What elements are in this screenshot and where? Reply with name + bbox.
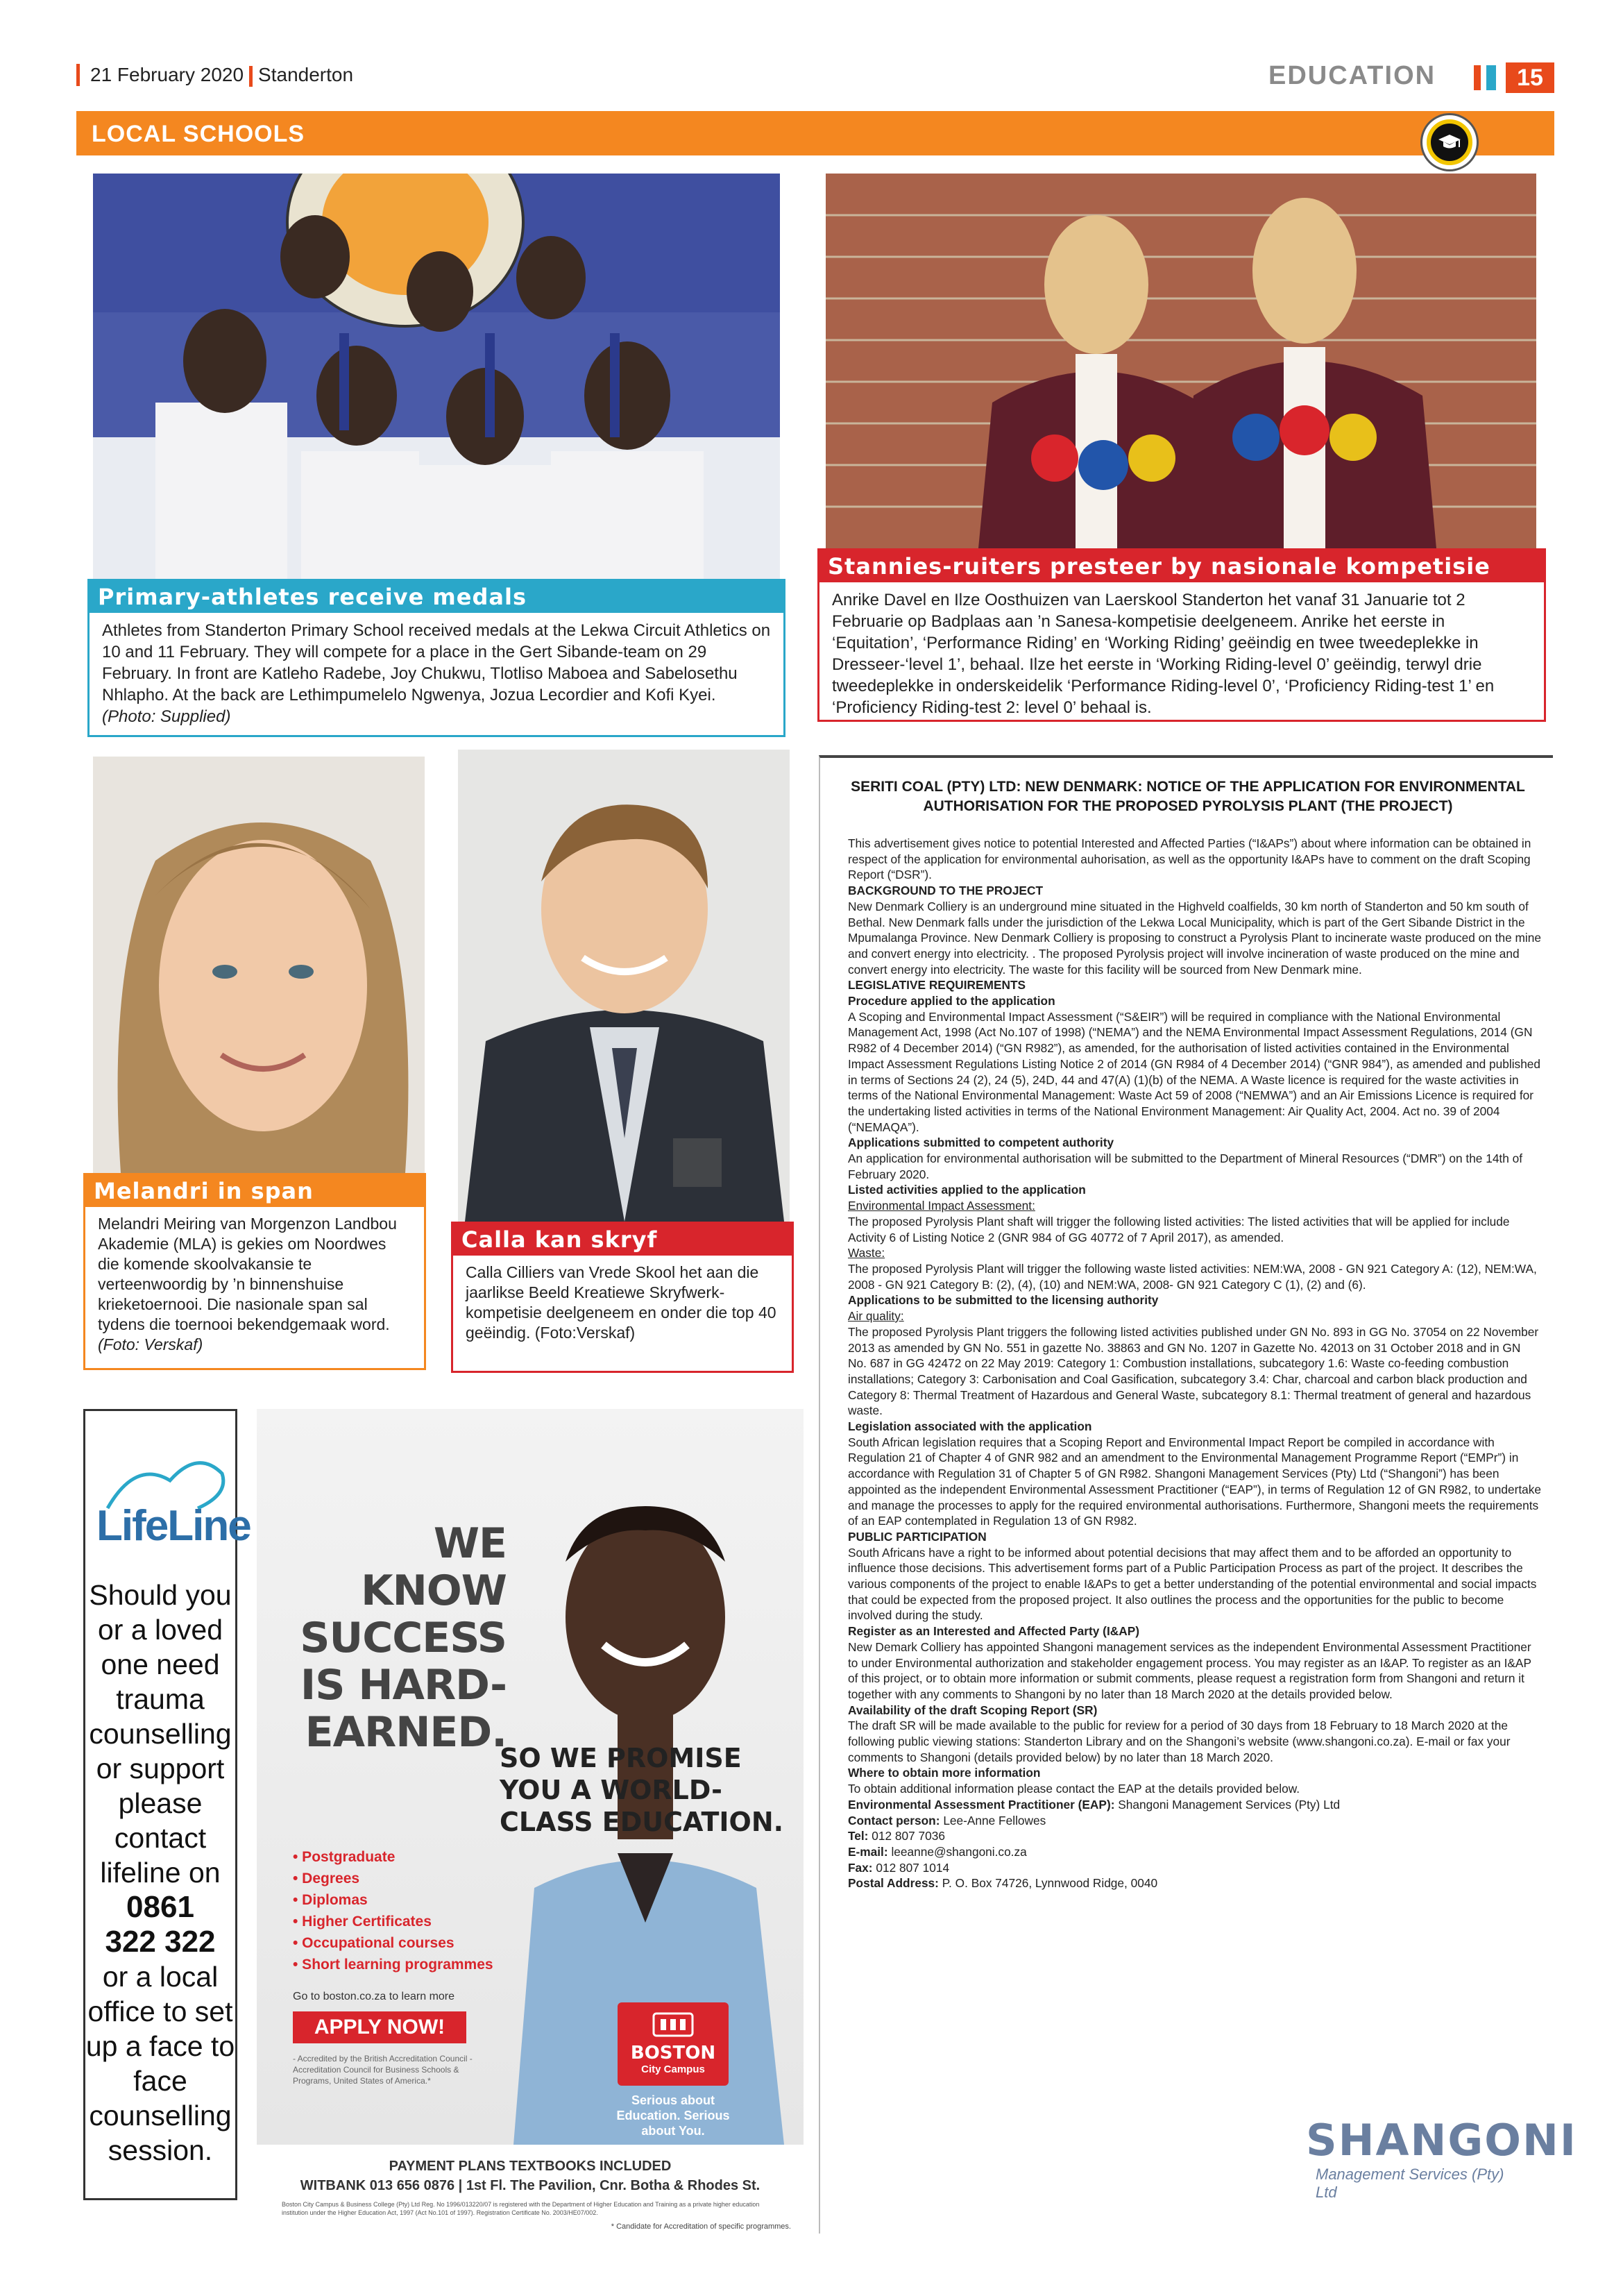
notice-heading: Register as an Interested and Affected Party (I&AP) [848,1624,1139,1639]
story-text [85,1207,424,1362]
course-item: • Diplomas [293,1892,368,1908]
calla-photo [458,750,790,1222]
contact-value: Lee-Anne Fellowes [943,1813,1046,1827]
postal-line [848,1875,1542,1891]
eap-value: Shangoni Management Services (Pty) Ltd [1118,1797,1341,1812]
notice-paragraph: The proposed Pyrolysis Plant triggers the following listed activities published under GN No. 893 in GG No. 37054 on 22 November 2013 as amended by GN No. 551 in gazette No. 38863 and GN No. 1207 in Gazette No. 42013 on 31 October 2018 and in GN No. 687 in GG 42472 on 22 May 2019: Category 1: Combustion installations, subcategory 1.6: Waste co-feeding combustion installations; Category 3: Carbonisation and Coal Gasification, subcategory 3.4: Char, charcoal and carbon black production and Category 8: Thermal Treatment of Hazardous and General Waste, subcategory 8.1: Thermal treatment of general and hazardous waste. [848,1324,1539,1418]
lifeline-wordmark: LifeLine [96,1502,250,1550]
accreditation-note: - Accredited by the British Accreditation Council - Accreditation Council for Business Schools & Programs, United States of America.* [293,2054,473,2086]
notice-heading: Availability of the draft Scoping Report (SR) [848,1703,1098,1717]
notice-heading: Procedure applied to the application [848,994,1055,1008]
headline-line: IS HARD- [300,1661,507,1710]
issue-dateline [90,64,353,87]
boston-brand: BOSTON [630,2043,716,2063]
banner-title: LOCAL SCHOOLS [92,121,305,147]
campus-address: WITBANK 013 656 0876 | 1st Fl. The Pavilion, Cnr. Botha & Rhodes St. [300,2178,760,2193]
boston-headline [284,1520,507,1756]
shangoni-logo [1306,2115,1577,2202]
headline-line: EARNED. [305,1708,507,1757]
notice-subheading: Waste: [848,1246,885,1260]
story-body: Melandri Meiring van Morgenzon Landbou Akademie (MLA) is gekies om Noordwes die komende skoolvakansie te verteenwoordig by ’n binnenshuise krieketoernooi. Die nasionale span sal tydens die toernooi bekendgemaak word. [98,1215,397,1333]
notice-subheading: Environmental Impact Assessment: [848,1199,1035,1213]
website-prompt: Go to boston.co.za to learn more [293,1991,455,2002]
tel-line [848,1828,1542,1844]
course-item: • Postgraduate [293,1849,396,1865]
notice-body [848,836,1542,1891]
notice-paragraph: New Denmark Colliery is an underground mine situated in the Highveld coalfields, 30 km north of Standerton and 50 km south of Bethal. New Denmark falls under the jurisdiction of the Lekwa Local Municipality, which is part of the Gert Sibande District in the Mpumalanga Province. New Denmark Colliery is proposing to construct a Pyrolysis Plant to incinerate waste produced on the mine and convert energy into electricity. . The proposed Pyrolysis project will involve incineration of waste produced on the mine and convert energy into electricity. The waste for this facility will be sourced from New Denmark mine. [848,899,1541,977]
tel-label: Tel: [848,1829,869,1843]
lifeline-text-before: Should you or a loved one need trauma counselling or support please contact lifeline on [89,1579,232,1889]
fax-label: Fax: [848,1860,873,1875]
course-item: • Higher Certificates [293,1914,432,1930]
notice-subheading: Air quality: [848,1309,904,1324]
email-label: E-mail: [848,1845,888,1859]
notice-heading: Applications submitted to competent authority [848,1136,1114,1150]
story-body: Anrike Davel en Ilze Oosthuizen van Laerskool Standerton het vanaf 31 Januarie tot 2 Februarie op Badplaas aan ’n Sanesa-kompetisie deelgeneem. Anrike het eerste in ‘Equitation’, ‘Performance Riding’ en ‘Working Riding’ geëindig en twee tweedeplekke in Dresseer-‘level 1’, behaal. Ilze het eerste in ‘Working Riding-level 0’ geëindig, terwyl drie tweedeplekke in onderskeidelik ‘Performance Riding-level 0’, ‘Proficiency Riding-test 1’ en ‘Proficiency Riding-test 2: level 0’ behaal is. [832,591,1495,717]
story-body: Athletes from Standerton Primary School received medals at the Lekwa Circuit Athletics on 10 and 11 February. They will compete for a place in the Gert Sibande-team on 29 February. In front are Katleho Radebe, Joy Chukwu, Tlotliso Maboea and Sabelosethu Nhlapho. At the back are Lethimpumelelo Ngwenya, Jozua Lecordier and Kofi Kyei. [102,621,771,704]
contact-label: Contact person: [848,1813,940,1827]
calla-story [451,1222,794,1373]
tel-value: 012 807 7036 [872,1829,945,1843]
notice-paragraph: South African legislation requires that a Scoping Report and Environmental Impact Report be compiled in accordance with Regulation 21 of Chapter 4 of GNR 982 and an amendment to the Environmental Management Programme Report (“EMPr”) in accordance with Regulation 31 of Chapter 5 of GN R982. Shangoni Management Services (Pty) Ltd (“Shangoni”) has been appointed as the independent Environmental Assessment Practitioner (“EAP”), in terms of Regulation 12 of GN R982, to undertake and manage the processes to apply for the required environmental authorisations. Furthermore, Shangoni meets the requirements of an EAP contemplated in Regulation 13 of GN R982. [848,1435,1542,1528]
lifeline-number-2: 322 322 [105,1925,216,1959]
fax-value: 012 807 1014 [876,1860,950,1875]
melandri-story [83,1173,426,1370]
header-accent-bar [76,64,80,86]
postal-label: Postal Address: [848,1876,939,1891]
lifeline-number-1: 0861 [126,1890,194,1924]
story-headline: Stannies-ruiters presteer by nasionale kompetisie [819,550,1544,582]
lifeline-logo [94,1453,250,1550]
eap-label: Environmental Assessment Practitioner (EAP): [848,1797,1115,1812]
stannies-riders-photo [826,174,1536,548]
boston-campus: City Campus [641,2063,705,2075]
eap-line [848,1797,1542,1813]
notice-heading: LEGISLATIVE REQUIREMENTS [848,978,1026,993]
graduation-cap-icon [1422,115,1477,169]
notice-paragraph: To obtain additional information please contact the EAP at the details provided below. [848,1782,1300,1796]
course-item: • Short learning programmes [293,1957,493,1973]
issue-date: 21 February 2020 [90,64,244,85]
apply-now-button: APPLY NOW! [293,2011,466,2043]
notice-paragraph: An application for environmental authorisation will be submitted to the Department of Mineral Resources (“DMR”) on the 14th of February 2020. [848,1151,1523,1181]
story-headline: Primary-athletes receive medals [90,581,783,613]
accreditation-footnote: * Candidate for Accreditation of specific programmes. [611,2222,791,2231]
notice-paragraph: The draft SR will be made available to the public for review for a period of 30 days from 18 February to 18 March 2020 at the following public viewing stations: Standerton Library and on the Shangoni’s website (www.shangoni.co.za). E-mail or fax your comments to Shangoni (details provided below) by no later than 18 March 2020. [848,1719,1511,1764]
headline-line: KNOW [361,1567,507,1615]
registration-fine-print: Boston City Campus & Business College (Pty) Ltd Reg. No 1996/013220/07 is registered with the Department of Higher Education and Training as a private higher education institution under the Higher Education Act, 1997 (Act No.101 of 1997). Registration Certificate No. 2003/HE07/002. [282,2201,760,2216]
notice-heading: Applications to be submitted to the licensing authority [848,1293,1159,1308]
course-item: • Occupational courses [293,1935,454,1951]
notice-paragraph: The proposed Pyrolysis Plant will trigger the following waste listed activities: NEM:WA, 2008 - GN 921 Category A: (12), NEM:WA, 2008 - GN 921 Category B: (2), (4), (10) and NEM:WA, 2008- GN 921 Category C (1), (2) and (6). [848,1261,1537,1292]
postal-value: P. O. Box 74726, Lynnwood Ridge, 0040 [942,1876,1158,1891]
notice-paragraph: South Africans have a right to be informed about potential decisions that may affect them and to be afforded an opportunity to influence those decisions. This advertisement forms part of a Public Participation Process as part of the project. It describes the various components of the project to enable I&APs to get a better understanding of the potential environmental and social impacts that could be expected from the proposed project. It also outlines the process and the opportunities for the public to become involved during the study. [848,1545,1537,1623]
fax-line [848,1860,1542,1876]
notice-heading: Where to obtain more information [848,1766,1041,1780]
notice-heading: Legislation associated with the application [848,1419,1092,1434]
boston-promise: SO WE PROMISE YOU A WORLD-CLASS EDUCATION. [500,1743,784,1837]
boston-tagline: Serious about Education. Serious about You. [616,2093,730,2138]
course-item: • Degrees [293,1871,360,1886]
header-divider-blue [1486,65,1496,90]
issue-place: Standerton [258,64,354,85]
melandri-photo [93,757,425,1173]
boston-photo [257,1409,804,2145]
headline-line: WE [433,1519,507,1568]
lifeline-message [85,1578,235,2168]
boston-ad [257,1409,804,2249]
notice-heading: PUBLIC PARTICIPATION [848,1529,987,1544]
page-number: 15 [1506,62,1554,93]
header-divider-orange [1474,65,1481,90]
payment-plans: PAYMENT PLANS TEXTBOOKS INCLUDED [389,2159,672,2174]
shangoni-tagline: Management Services (Pty) Ltd [1316,2166,1504,2201]
photo-credit: (Foto: Verskaf) [98,1335,203,1353]
lifeline-text-after: or a local office to set up a face to face counselling session. [85,1961,235,2166]
notice-paragraph: The proposed Pyrolysis Plant shaft will trigger the following listed activities: The listed activities that will be applied for include Activity 6 of Listing Notice 2 (GNR 984 of GG 40772 of 7 April 2017), as amended. [848,1214,1510,1244]
email-line [848,1844,1542,1860]
stannies-riders-story [817,548,1546,722]
notice-title: SERITI COAL (PTY) LTD: NEW DENMARK: NOTICE OF THE APPLICATION FOR ENVIRONMENTAL AUTHORISATION FOR THE PROPOSED PYROLYSIS PLANT (THE PROJECT) [851,779,1525,814]
notice-heading: Listed activities applied to the application [848,1183,1086,1197]
boston-crest-icon [652,2011,694,2038]
story-body: Calla Cilliers van Vrede Skool het aan die jaarlikse Beeld Kreatiewe Skryfwerk-kompetisie deelgeneem en onder die top 40 geëindig. (Foto:Verskaf) [466,1263,776,1342]
story-text [90,613,783,734]
seriti-coal-notice [819,755,1577,2234]
contact-line [848,1813,1542,1829]
dateline-divider [249,66,253,87]
notice-heading: BACKGROUND TO THE PROJECT [848,884,1043,898]
photo-credit: (Photo: Supplied) [102,707,231,726]
headline-line: SUCCESS [300,1614,507,1662]
notice-paragraph: New Demark Colliery has appointed Shangoni management services as the independent Environmental Assessment Practitioner to under Environmental authorization and stakeholder engagement process. You may register as an I&AP. To register as an I&AP of this project, or to obtain more information or submit comments, please request a registration form from Shangoni and return it together with any comments to Shangoni by no later than 18 March 2020 at the details provided below. [848,1639,1531,1701]
story-headline: Melandri in span [85,1175,424,1207]
notice-intro: This advertisement gives notice to potential Interested and Affected Parties (“I&APs”) about where information can be obtained in respect of the application for environmental auhorisation, as well as the opportunity I&APs have to comment on the draft Scoping Report (“DSR”). [848,836,1531,882]
course-list [293,1846,493,1975]
lifeline-ad [83,1409,250,2200]
primary-athletes-story [87,579,785,737]
section-title: EDUCATION [1268,61,1436,90]
notice-paragraph: A Scoping and Environmental Impact Assessment (“S&EIR”) will be required in compliance with the National Environmental Management Act, 1998 (Act No.107 of 1998) (“NEMA”) and the NEMA Environmental Impact Assessment Regulations, 2014 (GN R982 of 4 December 2014) (“GN R982”), as amended, for the authorisation of listed activities contained in the Environmental Impact Assessment Regulations Listing Notice 2 of 2014 (GN R984 of 4 December 2014) (“GNR 984”), as amended and published in terms of Sections 24 (2), 24 (5), 24D, 44 and 47(A) (1)(b) of the NEMA. A Waste licence is required for the waste activities in terms of the National Environmental Management: Waste Act 59 of 2008 (“NEMWA”) and an Air Emissions Licence is required for the undertaking listed activities in terms of the National Environment Management: Air Quality Act, 2004. Act no. 39 of 2004 (“NEMAQA”). [848,1009,1541,1134]
shangoni-wordmark: SHANGONI [1306,2115,1577,2166]
email-value: leeanne@shangoni.co.za [891,1845,1027,1859]
story-headline: Calla kan skryf [453,1224,792,1256]
boston-logo [618,2002,729,2086]
primary-athletes-photo [93,174,780,582]
